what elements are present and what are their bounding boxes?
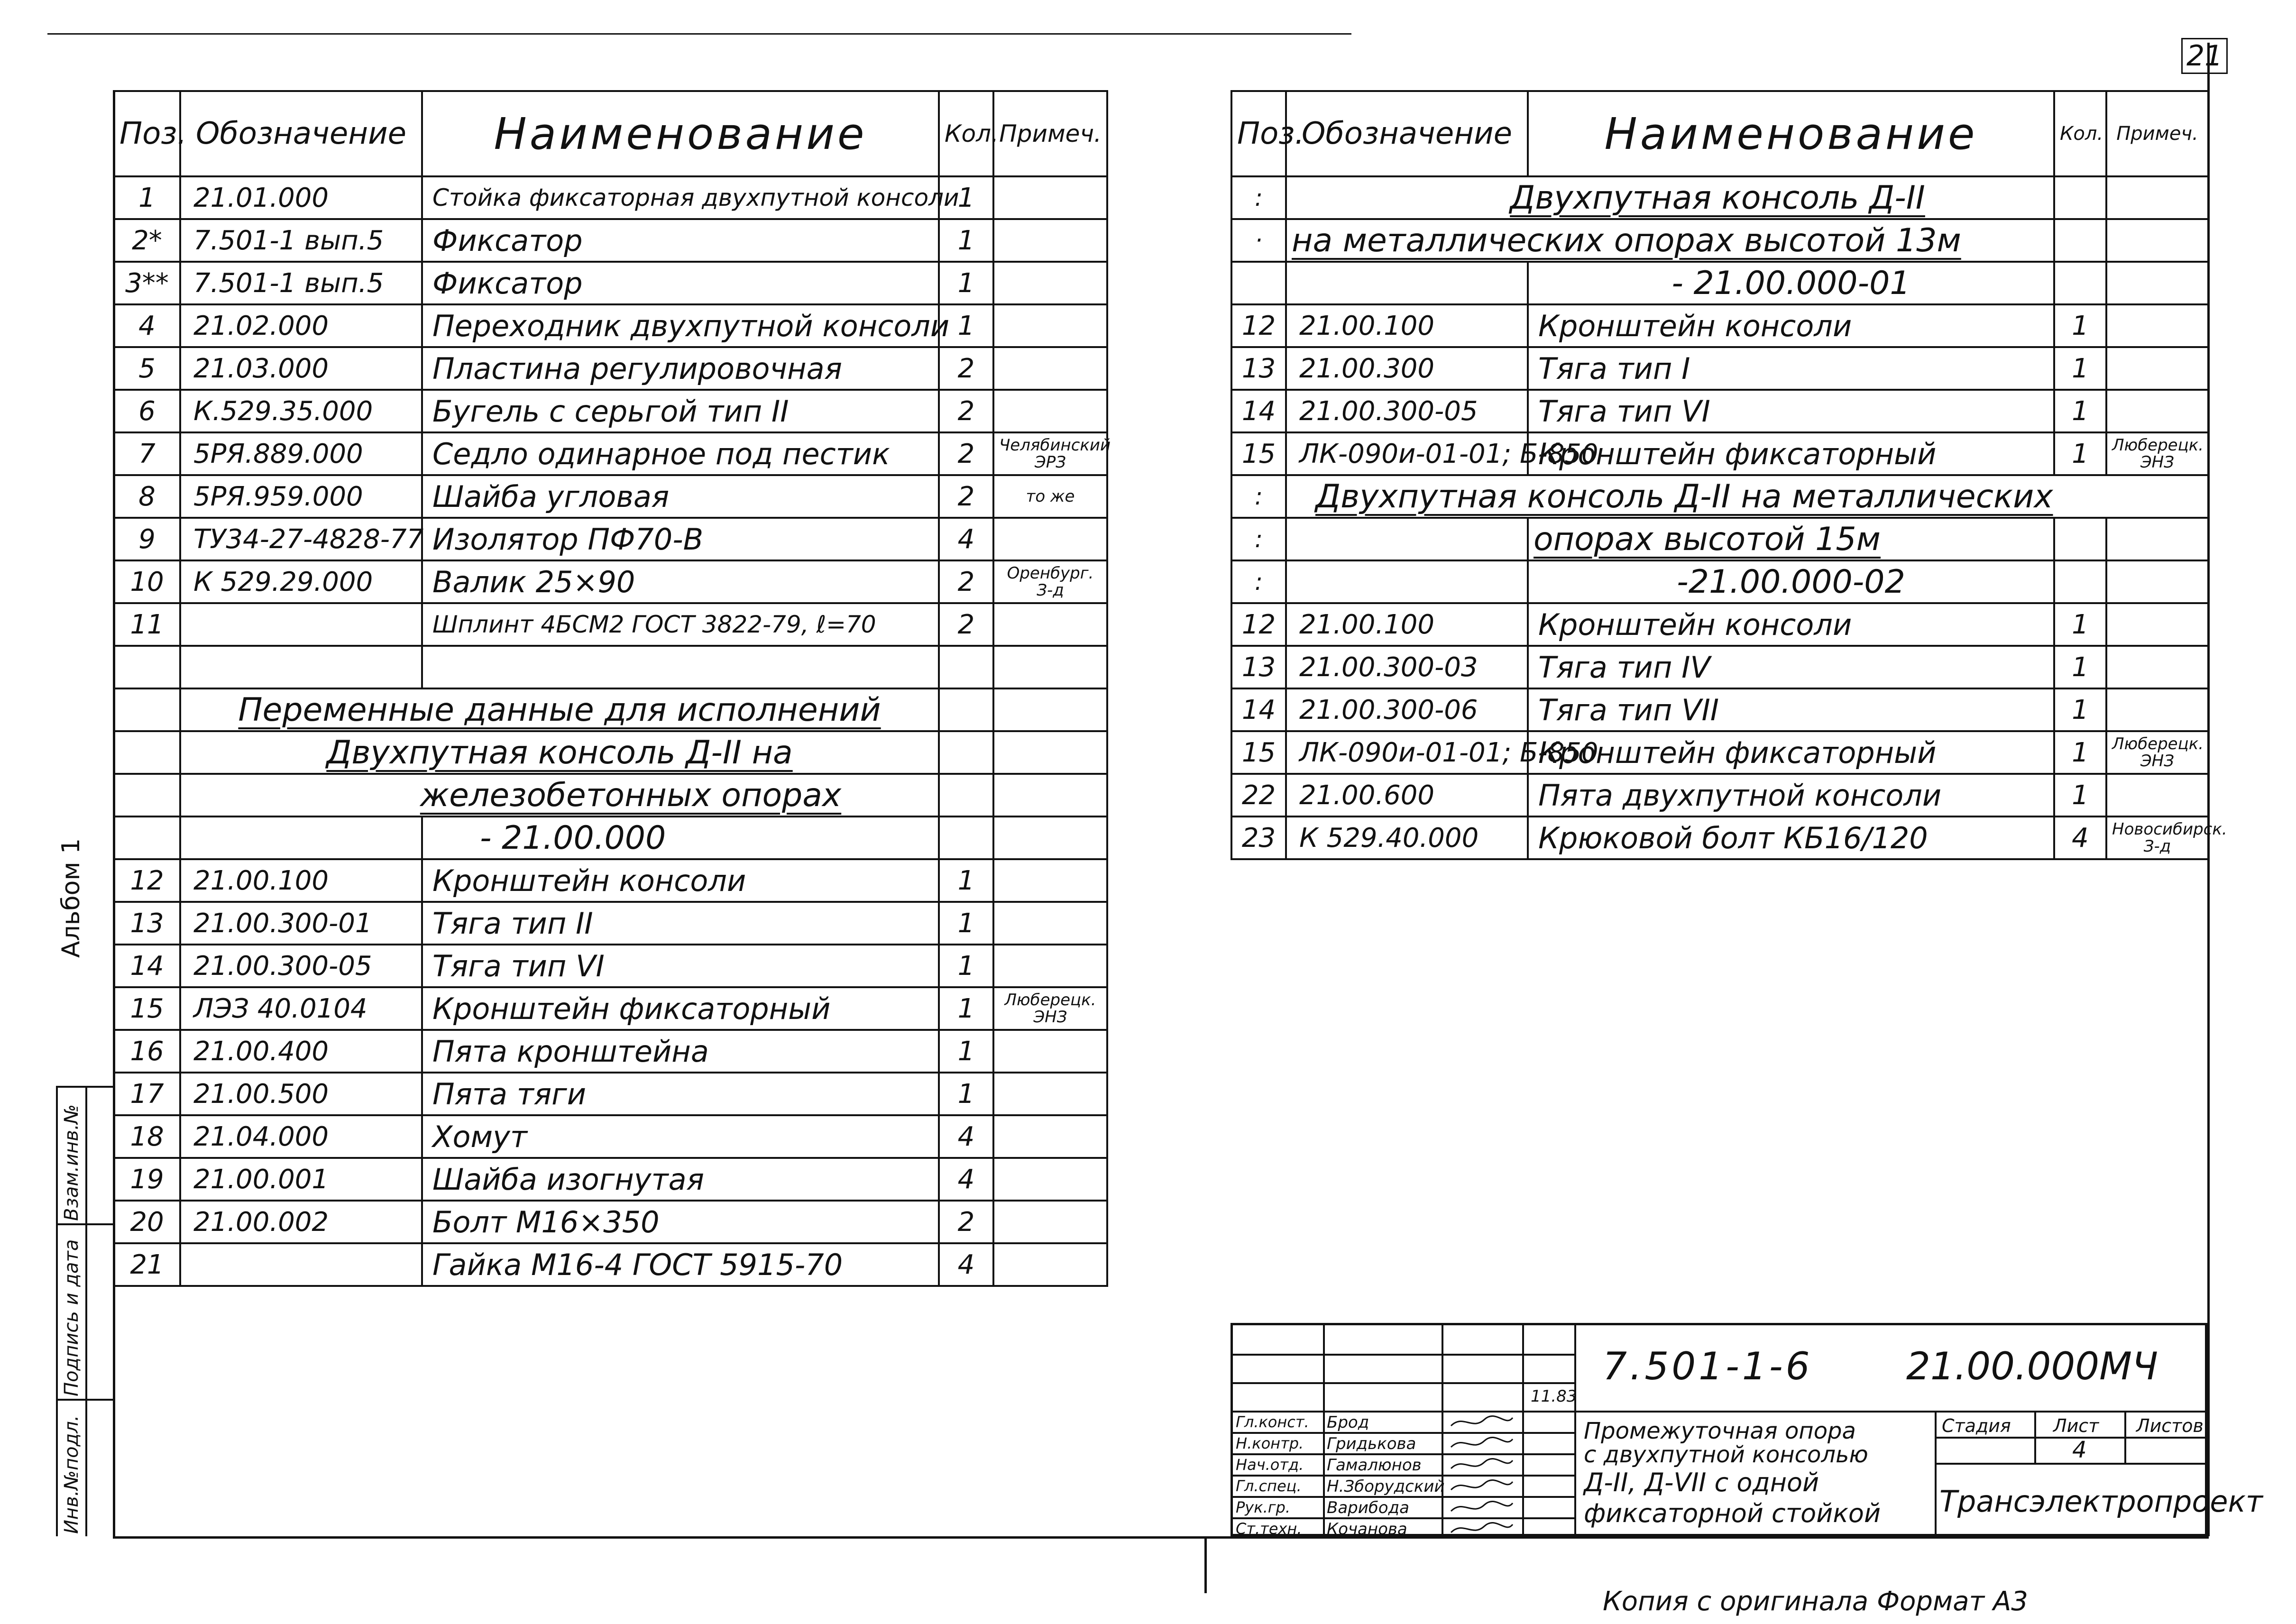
- left-item-cell-note: то же: [993, 475, 1107, 518]
- header-note: Примеч.: [2106, 91, 2208, 176]
- stamp-hline-5: [1233, 1453, 1574, 1455]
- header-pos: Поз.: [114, 91, 180, 176]
- right-group1-item-cell-name: Тяга тип VI: [1528, 390, 2054, 432]
- left-variant-item-cell-pos: 17: [114, 1073, 180, 1115]
- right-group2-item-cell-pos: 22: [1231, 774, 1286, 817]
- right-group2-item-cell-name: Пята двухпутной консоли: [1528, 774, 2054, 817]
- left-item-cell-qty: 2: [939, 347, 993, 390]
- left-item-cell-name: Бугель с серьгой тип II: [422, 390, 939, 432]
- left-item-cell-des: [180, 603, 422, 646]
- left-variant-item-cell-des: 21.00.100: [180, 859, 422, 902]
- left-variant-item-cell-qty: 1: [939, 1073, 993, 1115]
- right-group1-item-row: [1231, 347, 2208, 390]
- corner-mark: 21: [2181, 38, 2228, 74]
- side-box-line-2: [85, 1086, 87, 1536]
- left-item-row: [114, 219, 1107, 262]
- org-name: Трансэлектропроект: [1939, 1484, 2263, 1519]
- right-group2-item-cell-pos: 15: [1231, 731, 1286, 774]
- left-variant-item-row: [114, 1158, 1107, 1201]
- left-item-cell-qty: 2: [939, 560, 993, 603]
- right-group2-item-row: [1231, 731, 2208, 774]
- right-group2-item-cell-qty: 1: [2054, 603, 2106, 646]
- left-variant-item-cell-name: Гайка М16-4 ГОСТ 5915-70: [422, 1243, 939, 1286]
- right-group1-item-cell-note: [2106, 304, 2208, 347]
- title-line-1: Промежуточная опора: [1584, 1418, 1856, 1444]
- left-variant-item-cell-note: [993, 1115, 1107, 1158]
- left-variant-item-cell-name: Тяга тип VI: [422, 945, 939, 987]
- left-item-cell-pos: [114, 646, 180, 688]
- frame-bottom-border: [113, 1536, 2209, 1539]
- left-item-cell-name: Фиксатор: [422, 219, 939, 262]
- right-group2-item-cell-note: [2106, 774, 2208, 817]
- left-item-cell-name: Валик 25×90: [422, 560, 939, 603]
- header-qty: Кол.: [939, 91, 993, 176]
- left-item-cell-note: [993, 347, 1107, 390]
- left-variant-item-cell-note: Люберецк. ЭНЗ: [993, 987, 1107, 1030]
- variable-title-4: - 21.00.000: [422, 817, 939, 859]
- left-variant-item-cell-des: 21.04.000: [180, 1115, 422, 1158]
- right-group2-item-cell-name: Тяга тип VII: [1528, 688, 2054, 731]
- left-item-cell-name: Седло одинарное под пестик: [422, 432, 939, 475]
- album-label: Альбом 1: [57, 838, 85, 958]
- stage-label: Стадия: [1942, 1415, 2011, 1436]
- right-group2-item-cell-des: 21.00.300-06: [1286, 688, 1528, 731]
- right-group2-item-cell-des: ЛК-090и-01-01; Б-850: [1286, 731, 1528, 774]
- left-item-cell-name: Изолятор ПФ70-В: [422, 518, 939, 560]
- right-group2-item-cell-pos: 23: [1231, 817, 1286, 859]
- stamp-hline-3: [1233, 1411, 2207, 1413]
- stamp-person-name: Брод: [1327, 1413, 1369, 1432]
- header-qty: Кол.: [2054, 91, 2106, 176]
- stamp-hline-8: [1233, 1517, 1574, 1519]
- group2-title-row-3: : -21.00.000-02: [1231, 560, 2208, 603]
- left-item-cell-pos: 2*: [114, 219, 180, 262]
- left-item-cell-des: 21.02.000: [180, 304, 422, 347]
- vzam-label: Взам.инв.№: [61, 1104, 83, 1221]
- left-variant-item-cell-pos: 19: [114, 1158, 180, 1201]
- side-box-line-5: [56, 1399, 113, 1401]
- left-item-row: [114, 646, 1107, 688]
- stamp-hline-9: [1935, 1437, 2207, 1439]
- stamp-role: Ст.техн.: [1236, 1520, 1302, 1538]
- left-item-cell-des: 5РЯ.889.000: [180, 432, 422, 475]
- right-group1-item-cell-qty: 1: [2054, 432, 2106, 475]
- stamp-person-name: Варибода: [1327, 1498, 1409, 1517]
- left-item-row: [114, 304, 1107, 347]
- stamp-hline-1: [1233, 1354, 1574, 1356]
- stamp-role: Н.контр.: [1236, 1434, 1304, 1452]
- right-group1-item-cell-des: ЛК-090и-01-01; Б-850: [1286, 432, 1528, 475]
- left-item-cell-pos: 5: [114, 347, 180, 390]
- right-group2-item-cell-des: 21.00.100: [1286, 603, 1528, 646]
- left-variant-item-cell-qty: 1: [939, 902, 993, 945]
- right-group1-item-cell-des: 21.00.100: [1286, 304, 1528, 347]
- right-group1-item-cell-name: Кронштейн фиксаторный: [1528, 432, 2054, 475]
- left-item-cell-pos: 3**: [114, 262, 180, 304]
- left-item-cell-qty: 1: [939, 219, 993, 262]
- right-group1-item-cell-pos: 15: [1231, 432, 1286, 475]
- left-variant-item-cell-qty: 1: [939, 859, 993, 902]
- stamp-date: 11.83: [1531, 1387, 1577, 1406]
- left-item-cell-des: 7.501-1 вып.5: [180, 262, 422, 304]
- group2-title-2: опорах высотой 15м: [1534, 520, 1881, 558]
- left-variant-item-cell-pos: 16: [114, 1030, 180, 1073]
- right-group1-item-cell-note: [2106, 390, 2208, 432]
- sheet-label: Лист: [2053, 1415, 2099, 1436]
- stamp-vline-3: [1522, 1325, 1524, 1536]
- left-item-cell-note: [993, 603, 1107, 646]
- header-designation: Обозначение: [180, 91, 422, 176]
- header-note: Примеч.: [993, 91, 1107, 176]
- left-variant-item-cell-qty: 4: [939, 1158, 993, 1201]
- signature-mark: [1449, 1414, 1515, 1430]
- left-item-cell-name: Переходник двухпутной консоли: [422, 304, 939, 347]
- left-variant-item-row: [114, 902, 1107, 945]
- variable-title-row-3: [114, 774, 1107, 817]
- left-item-cell-qty: 2: [939, 432, 993, 475]
- top-dash-line: [47, 33, 1351, 35]
- right-group1-item-cell-des: 21.00.300: [1286, 347, 1528, 390]
- left-item-cell-note: [993, 304, 1107, 347]
- right-header-row: [1231, 91, 2208, 176]
- variable-title-2: Двухпутная консоль Д-II на: [326, 734, 793, 771]
- stamp-hline-4: [1233, 1432, 1574, 1434]
- right-group1-item-cell-qty: 1: [2054, 390, 2106, 432]
- left-item-cell-qty: 2: [939, 475, 993, 518]
- left-item-cell-pos: 7: [114, 432, 180, 475]
- right-group2-item-cell-note: [2106, 603, 2208, 646]
- right-group2-item-cell-qty: 4: [2054, 817, 2106, 859]
- right-group1-item-cell-pos: 13: [1231, 347, 1286, 390]
- right-spec-table: [1231, 90, 2227, 860]
- left-item-cell-des: ТУ34-27-4828-77: [180, 518, 422, 560]
- left-item-cell-note: [993, 646, 1107, 688]
- left-variant-item-cell-note: [993, 1030, 1107, 1073]
- right-group2-item-cell-qty: 1: [2054, 731, 2106, 774]
- left-variant-item-cell-note: [993, 859, 1107, 902]
- stamp-hline-2: [1233, 1382, 1574, 1384]
- left-variant-item-cell-des: 21.00.500: [180, 1073, 422, 1115]
- sheets-label: Листов: [2136, 1415, 2204, 1436]
- left-variant-item-cell-des: [180, 1243, 422, 1286]
- stamp-role: Гл.спец.: [1236, 1477, 1302, 1495]
- stamp-person-name: Гридькова: [1327, 1434, 1416, 1453]
- right-group2-item-cell-name: Кронштейн консоли: [1528, 603, 2054, 646]
- left-variant-item-cell-pos: 13: [114, 902, 180, 945]
- left-item-row: [114, 390, 1107, 432]
- left-variant-item-cell-note: [993, 1158, 1107, 1201]
- left-variant-item-cell-note: [993, 1201, 1107, 1243]
- left-item-cell-des: К 529.29.000: [180, 560, 422, 603]
- signature-mark: [1449, 1499, 1515, 1515]
- left-variant-item-cell-note: [993, 1243, 1107, 1286]
- left-item-cell-note: Челябинский ЭРЗ: [993, 432, 1107, 475]
- left-item-cell-des: 7.501-1 вып.5: [180, 219, 422, 262]
- left-item-cell-des: 5РЯ.959.000: [180, 475, 422, 518]
- sign-date-label: Подпись и дата: [61, 1239, 83, 1396]
- stamp-vline-2: [1442, 1325, 1443, 1536]
- left-item-row: [114, 603, 1107, 646]
- left-variant-item-cell-des: 21.00.400: [180, 1030, 422, 1073]
- group1-title-row-1: : Двухпутная консоль Д-II: [1231, 176, 2208, 219]
- left-variant-item-cell-pos: 12: [114, 859, 180, 902]
- right-group1-item-cell-note: [2106, 347, 2208, 390]
- stamp-hline-10: [1935, 1463, 2207, 1465]
- left-item-cell-qty: 1: [939, 262, 993, 304]
- left-item-cell-qty: 1: [939, 304, 993, 347]
- left-variant-item-cell-des: ЛЭЗ 40.0104: [180, 987, 422, 1030]
- left-variant-item-cell-name: Тяга тип II: [422, 902, 939, 945]
- variable-title-3: железобетонных опорах: [420, 776, 842, 814]
- left-variant-item-cell-qty: 1: [939, 987, 993, 1030]
- right-group2-item-cell-qty: 1: [2054, 688, 2106, 731]
- left-variant-item-cell-note: [993, 945, 1107, 987]
- right-group2-item-cell-pos: 14: [1231, 688, 1286, 731]
- left-variant-item-cell-pos: 15: [114, 987, 180, 1030]
- left-variant-item-cell-qty: 4: [939, 1115, 993, 1158]
- left-item-cell-qty: 1: [939, 176, 993, 219]
- title-block: [1231, 1323, 2263, 1539]
- group2-title-row-1: : Двухпутная консоль Д-II на металлических: [1231, 475, 2208, 518]
- inv-label: Инв.№подл.: [61, 1415, 83, 1534]
- group1-title-row-3: [1231, 262, 2208, 304]
- left-variant-item-cell-name: Кронштейн фиксаторный: [422, 987, 939, 1030]
- right-group2-item-cell-note: [2106, 688, 2208, 731]
- left-variant-item-row: [114, 1201, 1107, 1243]
- right-group2-item-cell-des: 21.00.600: [1286, 774, 1528, 817]
- sheet-number: 4: [2072, 1437, 2087, 1463]
- left-item-cell-name: Стойка фиксаторная двухпутной консоли: [422, 176, 939, 219]
- left-item-cell-des: К.529.35.000: [180, 390, 422, 432]
- left-item-cell-qty: 4: [939, 518, 993, 560]
- right-group1-item-cell-pos: 14: [1231, 390, 1286, 432]
- side-box-line-1: [56, 1086, 58, 1536]
- left-item-cell-des: 21.01.000: [180, 176, 422, 219]
- right-group1-item-row: [1231, 390, 2208, 432]
- left-variant-item-cell-pos: 21: [114, 1243, 180, 1286]
- left-variant-item-cell-name: Пята кронштейна: [422, 1030, 939, 1073]
- variable-title-row-4: [114, 817, 1107, 859]
- left-variant-item-cell-des: 21.00.300-05: [180, 945, 422, 987]
- left-item-cell-des: 21.03.000: [180, 347, 422, 390]
- right-group2-item-cell-des: 21.00.300-03: [1286, 646, 1528, 688]
- stamp-vline-4: [1574, 1325, 1576, 1536]
- left-variant-item-cell-qty: 1: [939, 1030, 993, 1073]
- left-item-cell-name: Фиксатор: [422, 262, 939, 304]
- left-item-cell-pos: 6: [114, 390, 180, 432]
- left-item-cell-note: [993, 219, 1107, 262]
- group1-title-1: Двухпутная консоль Д-II: [1510, 179, 1925, 217]
- left-variant-item-cell-des: 21.00.002: [180, 1201, 422, 1243]
- right-group2-item-cell-note: Люберецк. ЭНЗ: [2106, 731, 2208, 774]
- right-group2-item-cell-pos: 12: [1231, 603, 1286, 646]
- left-variant-item-cell-name: Хомут: [422, 1115, 939, 1158]
- group1-title-row-2: · на металлических опорах высотой 13м: [1231, 219, 2208, 262]
- left-variant-item-cell-qty: 1: [939, 945, 993, 987]
- left-item-cell-qty: 2: [939, 603, 993, 646]
- left-variant-item-cell-pos: 18: [114, 1115, 180, 1158]
- stamp-bottom-rule: [1204, 1536, 1207, 1593]
- left-item-cell-pos: 10: [114, 560, 180, 603]
- left-variant-item-row: [114, 859, 1107, 902]
- left-item-cell-name: Шайба угловая: [422, 475, 939, 518]
- left-item-row: [114, 262, 1107, 304]
- left-variant-item-row: [114, 1073, 1107, 1115]
- left-item-row: [114, 432, 1107, 475]
- group2-title-row-2: : опорах высотой 15м: [1231, 518, 2208, 560]
- stamp-role: Гл.конст.: [1236, 1413, 1309, 1431]
- stamp-vline-5: [1935, 1411, 1937, 1536]
- left-variant-item-cell-note: [993, 902, 1107, 945]
- right-group1-item-cell-pos: 12: [1231, 304, 1286, 347]
- left-item-cell-pos: 8: [114, 475, 180, 518]
- right-group1-item-cell-name: Тяга тип I: [1528, 347, 2054, 390]
- stamp-person-name: Кочанова: [1327, 1520, 1407, 1539]
- left-item-cell-name: [422, 646, 939, 688]
- title-line-3: Д-II, Д-VII с одной: [1584, 1468, 1819, 1497]
- left-item-cell-note: Оренбург. З-д: [993, 560, 1107, 603]
- signature-mark: [1449, 1521, 1515, 1537]
- left-item-cell-pos: 9: [114, 518, 180, 560]
- left-item-row: [114, 560, 1107, 603]
- bottom-note: Копия с оригинала Формат А3: [1603, 1586, 2028, 1617]
- left-item-cell-pos: 4: [114, 304, 180, 347]
- left-variant-item-row: [114, 1115, 1107, 1158]
- left-variant-item-cell-des: 21.00.300-01: [180, 902, 422, 945]
- group1-title-2: на металлических опорах высотой 13м: [1292, 221, 1961, 259]
- right-group1-item-cell-qty: 1: [2054, 347, 2106, 390]
- group1-title-3: - 21.00.000-01: [1528, 262, 2054, 304]
- signature-mark: [1449, 1457, 1515, 1473]
- left-item-cell-note: [993, 390, 1107, 432]
- right-group1-item-cell-des: 21.00.300-05: [1286, 390, 1528, 432]
- right-group1-item-row: [1231, 432, 2208, 475]
- left-item-cell-note: [993, 262, 1107, 304]
- left-variant-item-cell-qty: 2: [939, 1201, 993, 1243]
- left-item-cell-qty: [939, 646, 993, 688]
- left-variant-item-row: [114, 987, 1107, 1030]
- stamp-role: Рук.гр.: [1236, 1498, 1291, 1516]
- right-group1-item-cell-qty: 1: [2054, 304, 2106, 347]
- right-group2-item-row: [1231, 646, 2208, 688]
- header-designation: Обозначение: [1286, 91, 1528, 176]
- left-item-cell-note: [993, 518, 1107, 560]
- right-group2-item-cell-name: Крюковой болт КБ16/120: [1528, 817, 2054, 859]
- stamp-hline-6: [1233, 1475, 1574, 1477]
- right-group2-item-cell-pos: 13: [1231, 646, 1286, 688]
- left-item-cell-name: Пластина регулировочная: [422, 347, 939, 390]
- left-item-cell-note: [993, 176, 1107, 219]
- stamp-person-name: Н.Зборудский: [1327, 1477, 1445, 1496]
- header-pos: Поз.: [1231, 91, 1286, 176]
- stamp-role: Нач.отд.: [1236, 1456, 1304, 1474]
- left-variant-item-cell-des: 21.00.001: [180, 1158, 422, 1201]
- right-group2-item-row: [1231, 688, 2208, 731]
- title-line-2: с двухпутной консолью: [1584, 1441, 1868, 1468]
- title-line-4: фиксаторной стойкой: [1584, 1498, 1881, 1528]
- variable-title-1: Переменные данные для исполнений: [238, 691, 881, 729]
- right-group2-item-row: [1231, 817, 2208, 859]
- left-item-cell-name: Шплинт 4БСМ2 ГОСТ 3822-79, ℓ=70: [422, 603, 939, 646]
- signature-mark: [1449, 1435, 1515, 1451]
- stamp-person-name: Гамалюнов: [1327, 1456, 1422, 1475]
- left-item-cell-pos: 1: [114, 176, 180, 219]
- group2-title-1: Двухпутная консоль Д-II на металлических: [1315, 477, 2053, 515]
- group2-title-3: -21.00.000-02: [1528, 560, 2054, 603]
- left-variant-item-cell-qty: 4: [939, 1243, 993, 1286]
- stamp-vline-1: [1323, 1325, 1325, 1536]
- left-variant-item-row: [114, 1030, 1107, 1073]
- left-variant-item-cell-pos: 14: [114, 945, 180, 987]
- variable-title-row-2: [114, 731, 1107, 774]
- left-variant-item-cell-name: Шайба изогнутая: [422, 1158, 939, 1201]
- side-box-line-3: [56, 1086, 113, 1088]
- left-spec-table: [113, 90, 1111, 1287]
- left-variant-item-cell-name: Болт М16×350: [422, 1201, 939, 1243]
- stamp-hline-7: [1233, 1496, 1574, 1498]
- left-item-row: [114, 518, 1107, 560]
- left-item-cell-des: [180, 646, 422, 688]
- left-variant-item-cell-note: [993, 1073, 1107, 1115]
- right-group2-item-cell-note: [2106, 646, 2208, 688]
- right-group2-item-cell-qty: 1: [2054, 774, 2106, 817]
- header-name: Наименование: [1528, 91, 2054, 176]
- left-item-cell-qty: 2: [939, 390, 993, 432]
- left-header-row: [114, 91, 1107, 176]
- variable-title-row-1: [114, 688, 1107, 731]
- left-item-row: [114, 475, 1107, 518]
- right-group2-item-cell-name: Кронштейн фиксаторный: [1528, 731, 2054, 774]
- left-item-row: [114, 176, 1107, 219]
- right-group2-item-cell-note: Новосибирск. З-д: [2106, 817, 2208, 859]
- right-group1-item-row: [1231, 304, 2208, 347]
- right-group1-item-cell-name: Кронштейн консоли: [1528, 304, 2054, 347]
- header-name: Наименование: [422, 91, 939, 176]
- signature-mark: [1449, 1478, 1515, 1494]
- doc-number: 21.00.000МЧ: [1906, 1344, 2158, 1388]
- side-box-line-4: [56, 1223, 113, 1225]
- left-variant-item-row: [114, 945, 1107, 987]
- left-variant-item-cell-pos: 20: [114, 1201, 180, 1243]
- doc-code: 7.501-1-6: [1603, 1344, 1813, 1388]
- left-variant-item-cell-name: Пята тяги: [422, 1073, 939, 1115]
- right-group2-item-cell-qty: 1: [2054, 646, 2106, 688]
- left-item-row: [114, 347, 1107, 390]
- right-group2-item-cell-name: Тяга тип IV: [1528, 646, 2054, 688]
- right-group2-item-cell-des: К 529.40.000: [1286, 817, 1528, 859]
- right-group2-item-row: [1231, 603, 2208, 646]
- right-group1-item-cell-note: Люберецк. ЭНЗ: [2106, 432, 2208, 475]
- right-group2-item-row: [1231, 774, 2208, 817]
- left-item-cell-pos: 11: [114, 603, 180, 646]
- left-variant-item-row: [114, 1243, 1107, 1286]
- left-variant-item-cell-name: Кронштейн консоли: [422, 859, 939, 902]
